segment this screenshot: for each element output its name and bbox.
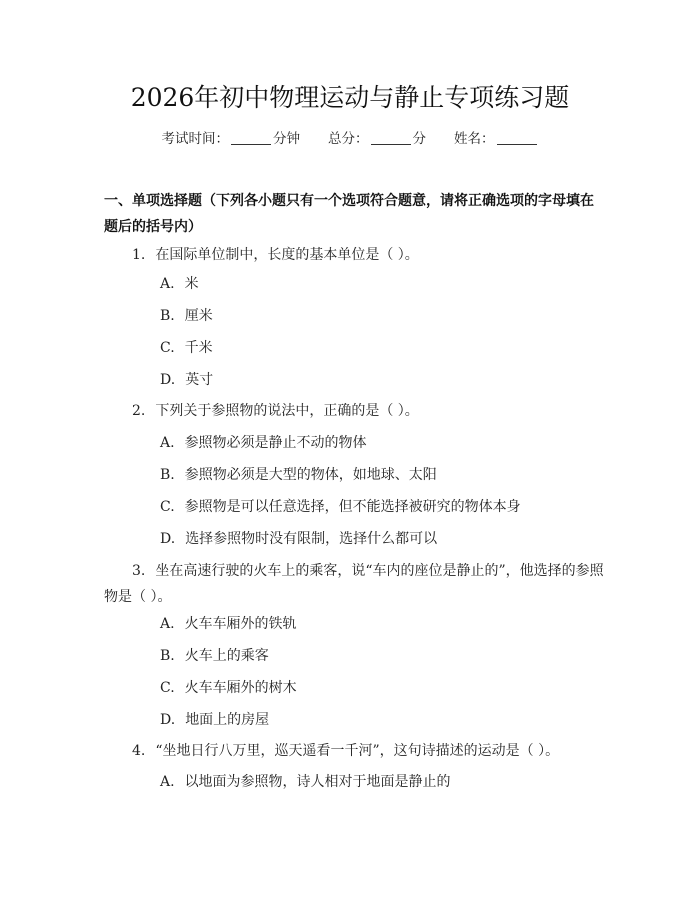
question-1-option-a bbox=[160, 274, 199, 294]
question-2-option-b bbox=[160, 465, 437, 485]
option-letter: A. bbox=[160, 276, 175, 292]
name-field bbox=[454, 131, 539, 147]
question-2-option-c bbox=[160, 497, 521, 517]
question-3-option-b bbox=[160, 646, 269, 666]
question-1-option-c bbox=[160, 338, 213, 358]
option-letter: A. bbox=[160, 435, 175, 451]
total-score-label: 总分： bbox=[328, 131, 369, 147]
question-text: “坐地日行八万里，巡天遥看一千河”，这句诗描述的运动是（ ）。 bbox=[155, 743, 560, 759]
exam-info-line bbox=[0, 128, 700, 150]
question-4 bbox=[104, 738, 604, 764]
question-text: 在国际单位制中，长度的基本单位是（ ）。 bbox=[155, 247, 419, 263]
option-text: 火车上的乘客 bbox=[184, 648, 269, 664]
option-text: 千米 bbox=[184, 340, 213, 356]
option-text: 参照物是可以任意选择，但不能选择被研究的物体本身 bbox=[184, 499, 521, 515]
total-score-unit: 分 bbox=[412, 131, 426, 147]
total-score-field bbox=[328, 131, 426, 147]
question-3 bbox=[104, 558, 604, 610]
option-text: 参照物必须是大型的物体，如地球、太阳 bbox=[184, 467, 437, 483]
option-text: 以地面为参照物，诗人相对于地面是静止的 bbox=[184, 774, 451, 790]
option-letter: B. bbox=[160, 308, 175, 324]
question-1-option-d bbox=[160, 370, 213, 390]
name-label: 姓名： bbox=[454, 131, 495, 147]
option-letter: A. bbox=[160, 616, 175, 632]
option-letter: D. bbox=[160, 531, 176, 547]
question-2-option-a bbox=[160, 433, 367, 453]
option-text: 英寸 bbox=[185, 372, 214, 388]
option-text: 参照物必须是静止不动的物体 bbox=[184, 435, 367, 451]
option-letter: B. bbox=[160, 467, 175, 483]
question-text: 下列关于参照物的说法中，正确的是（ ）。 bbox=[155, 403, 419, 419]
question-number: 4. bbox=[132, 743, 146, 759]
question-4-option-a bbox=[160, 772, 451, 792]
option-letter: A. bbox=[160, 774, 175, 790]
option-text: 火车车厢外的铁轨 bbox=[184, 616, 297, 632]
question-3-option-d bbox=[160, 710, 269, 730]
name-blank bbox=[497, 130, 537, 145]
question-text: 坐在高速行驶的火车上的乘客，说“车内的座位是静止的”，他选择的参照物是（ ）。 bbox=[104, 563, 604, 605]
option-letter: C. bbox=[160, 680, 175, 696]
question-2 bbox=[104, 398, 604, 424]
option-letter: D. bbox=[160, 372, 176, 388]
question-number: 2. bbox=[132, 403, 146, 419]
exam-time-field bbox=[162, 131, 301, 147]
option-text: 火车车厢外的树木 bbox=[184, 680, 297, 696]
option-letter: C. bbox=[160, 499, 175, 515]
option-text: 厘米 bbox=[184, 308, 213, 324]
exam-time-blank bbox=[231, 130, 271, 145]
option-text: 米 bbox=[184, 276, 199, 292]
option-letter: D. bbox=[160, 712, 176, 728]
option-letter: B. bbox=[160, 648, 175, 664]
option-text: 地面上的房屋 bbox=[185, 712, 270, 728]
question-3-option-c bbox=[160, 678, 297, 698]
question-2-option-d bbox=[160, 529, 437, 549]
question-number: 3. bbox=[132, 563, 146, 579]
question-1 bbox=[104, 242, 604, 268]
section-heading: 一、单项选择题（下列各小题只有一个选项符合题意，请将正确选项的字母填在题后的括号内） bbox=[104, 193, 594, 235]
question-number: 1. bbox=[132, 247, 146, 263]
question-3-option-a bbox=[160, 614, 297, 634]
option-text: 选择参照物时没有限制，选择什么都可以 bbox=[185, 531, 438, 547]
exam-time-unit: 分钟 bbox=[273, 131, 300, 147]
question-1-option-b bbox=[160, 306, 213, 326]
document-title: 2026年初中物理运动与静止专项练习题 bbox=[130, 83, 570, 112]
total-score-blank bbox=[371, 130, 411, 145]
option-letter: C. bbox=[160, 340, 175, 356]
exam-time-label: 考试时间： bbox=[161, 131, 229, 147]
